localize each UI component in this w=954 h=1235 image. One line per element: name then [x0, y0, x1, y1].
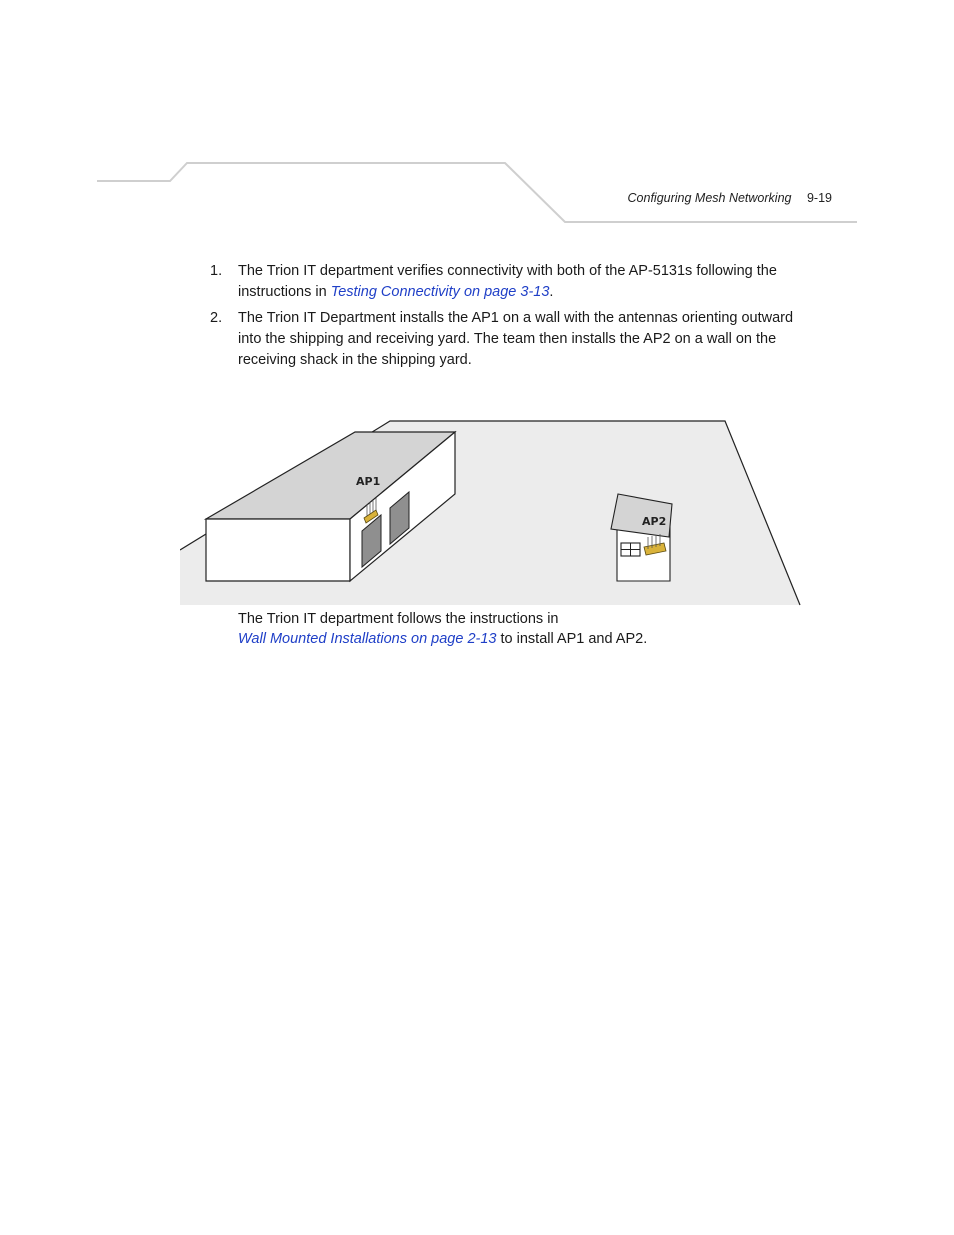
step-1 — [210, 261, 810, 303]
running-head — [560, 191, 832, 205]
page-number: 9-19 — [806, 191, 832, 205]
ap1-label: AP1 — [356, 475, 381, 488]
testing-connectivity-link[interactable]: Testing Connectivity on page 3-13 — [330, 284, 550, 300]
ap2-label: AP2 — [642, 515, 667, 528]
step-number: 1. — [210, 263, 223, 279]
step-text-before: The Trion IT department verifies connectivity with both of the AP-5131s following the instructions in — [238, 263, 777, 300]
caption-line: The Trion IT department follows the instructions in — [238, 611, 559, 627]
step-number: 2. — [210, 310, 223, 326]
step-text — [238, 261, 810, 303]
step-2 — [210, 308, 810, 371]
wall-mounted-installations-link[interactable]: Wall Mounted Installations on page 2-13 — [238, 631, 497, 647]
chapter-title: Configuring Mesh Networking — [627, 191, 792, 205]
caption-text-after: to install AP1 and AP2. — [496, 631, 648, 647]
caption-line — [238, 629, 798, 649]
warehouse-front-wall — [206, 519, 350, 581]
shack-window — [621, 543, 640, 556]
step-text: The Trion IT Department installs the AP1 on a wall with the antennas orienting outward into the shipping and receiving yard. The team then installs the AP2 on a wall on the receiving shack in the shipping yard. — [238, 310, 794, 368]
installation-figure — [180, 418, 805, 608]
step-text-after: . — [549, 284, 554, 300]
figure-caption — [238, 609, 798, 649]
